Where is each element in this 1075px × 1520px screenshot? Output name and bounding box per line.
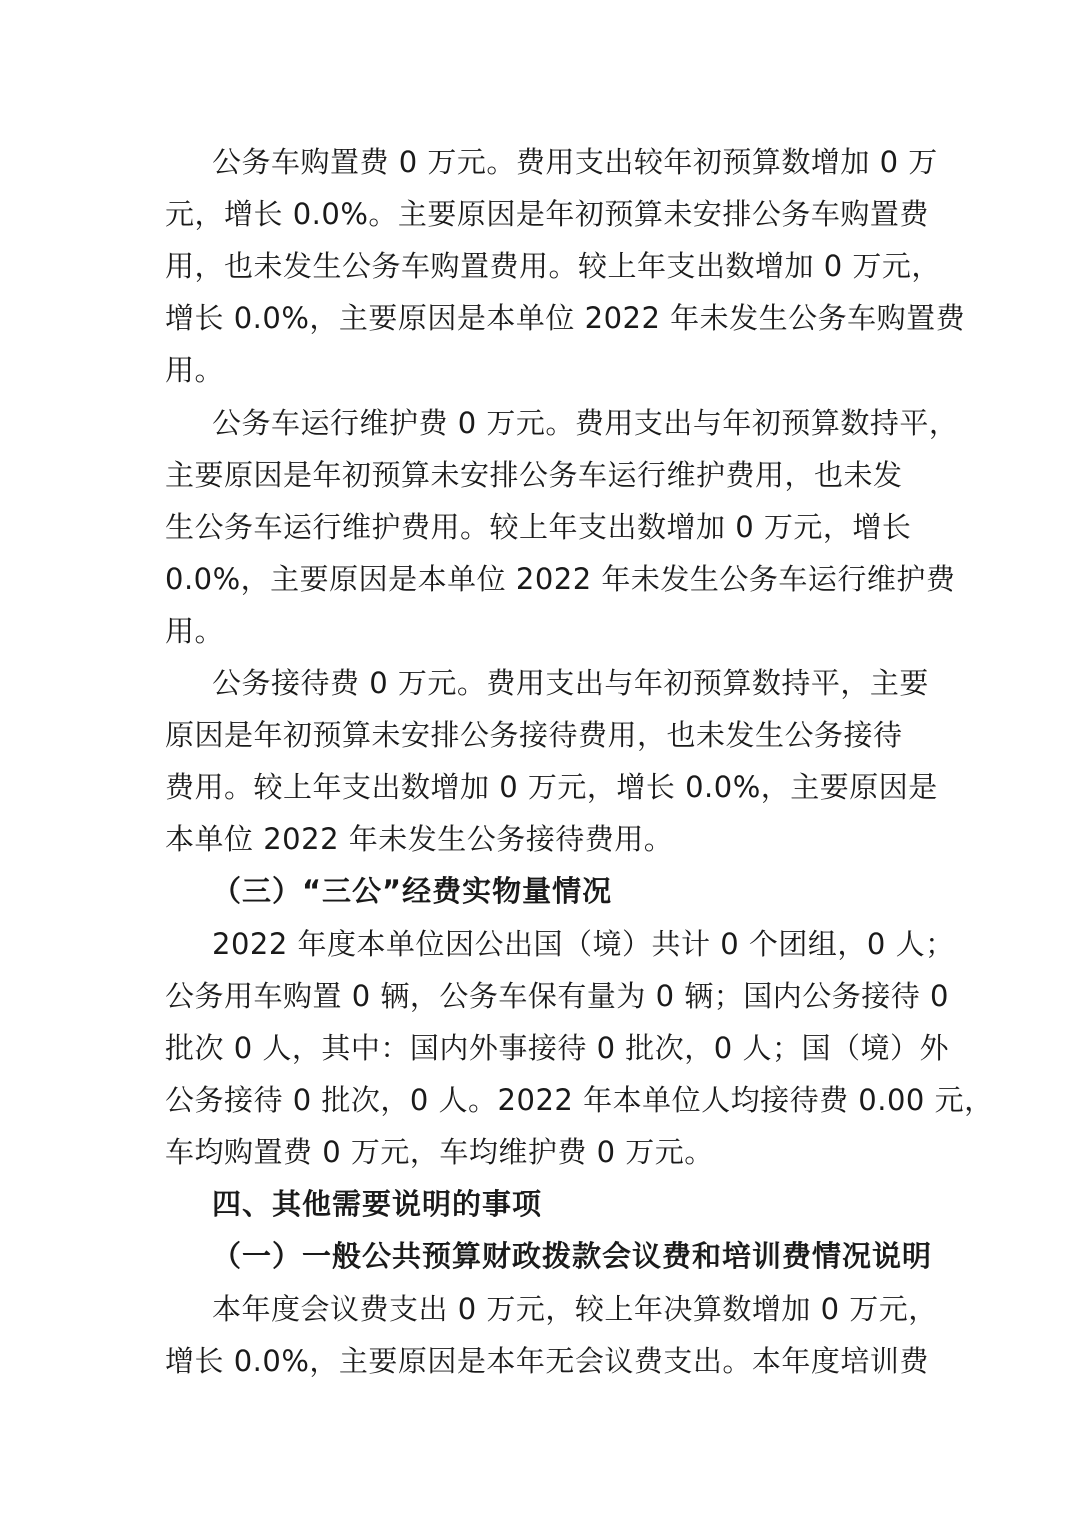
paragraph-line-quantity-3: 批次 0 人，其中：国内外事接待 0 批次，0 人；国（境）外 — [165, 1031, 949, 1065]
paragraph-line-vehicle-maintenance-3: 生公务车运行维护费用。较上年支出数增加 0 万元，增长 — [165, 510, 912, 544]
paragraph-line-reception-1: 公务接待费 0 万元。费用支出与年初预算数持平，主要 — [212, 666, 929, 700]
paragraph-line-vehicle-purchase-5: 用。 — [165, 353, 225, 387]
paragraph-line-reception-3: 费用。较上年支出数增加 0 万元，增长 0.0%，主要原因是 — [165, 770, 938, 804]
paragraph-line-vehicle-maintenance-4: 0.0%，主要原因是本单位 2022 年未发生公务车运行维护费 — [165, 562, 956, 596]
paragraph-line-quantity-1: 2022 年度本单位因公出国（境）共计 0 个团组，0 人； — [212, 927, 955, 961]
paragraph-line-vehicle-maintenance-2: 主要原因是年初预算未安排公务车运行维护费用，也未发 — [165, 458, 903, 492]
paragraph-line-vehicle-purchase-4: 增长 0.0%，主要原因是本单位 2022 年未发生公务车购置费 — [165, 301, 966, 335]
paragraph-line-reception-4: 本单位 2022 年未发生公务接待费用。 — [165, 822, 674, 856]
paragraph-line-vehicle-maintenance-5: 用。 — [165, 614, 225, 648]
section-heading-physical-quantity: （三）“三公”经费实物量情况 — [212, 874, 613, 908]
paragraph-line-quantity-2: 公务用车购置 0 辆，公务车保有量为 0 辆；国内公务接待 0 — [165, 979, 949, 1013]
paragraph-line-vehicle-purchase-2: 元，增长 0.0%。主要原因是年初预算未安排公务车购置费 — [165, 197, 929, 231]
subsection-heading-meeting-training: （一）一般公共预算财政拨款会议费和培训费情况说明 — [212, 1239, 933, 1273]
section-heading-other-matters: 四、其他需要说明的事项 — [212, 1187, 543, 1221]
paragraph-line-quantity-5: 车均购置费 0 万元，车均维护费 0 万元。 — [165, 1135, 714, 1169]
paragraph-line-quantity-4: 公务接待 0 批次，0 人。2022 年本单位人均接待费 0.00 元， — [165, 1083, 994, 1117]
paragraph-line-vehicle-purchase-3: 用，也未发生公务车购置费用。较上年支出数增加 0 万元， — [165, 249, 941, 283]
paragraph-line-meeting-2: 增长 0.0%，主要原因是本年无会议费支出。本年度培训费 — [165, 1344, 929, 1378]
paragraph-line-vehicle-purchase-1: 公务车购置费 0 万元。费用支出较年初预算数增加 0 万 — [212, 145, 938, 179]
paragraph-line-meeting-1: 本年度会议费支出 0 万元，较上年决算数增加 0 万元， — [212, 1292, 938, 1326]
paragraph-line-reception-2: 原因是年初预算未安排公务接待费用，也未发生公务接待 — [165, 718, 903, 752]
paragraph-line-vehicle-maintenance-1: 公务车运行维护费 0 万元。费用支出与年初预算数持平， — [212, 406, 959, 440]
